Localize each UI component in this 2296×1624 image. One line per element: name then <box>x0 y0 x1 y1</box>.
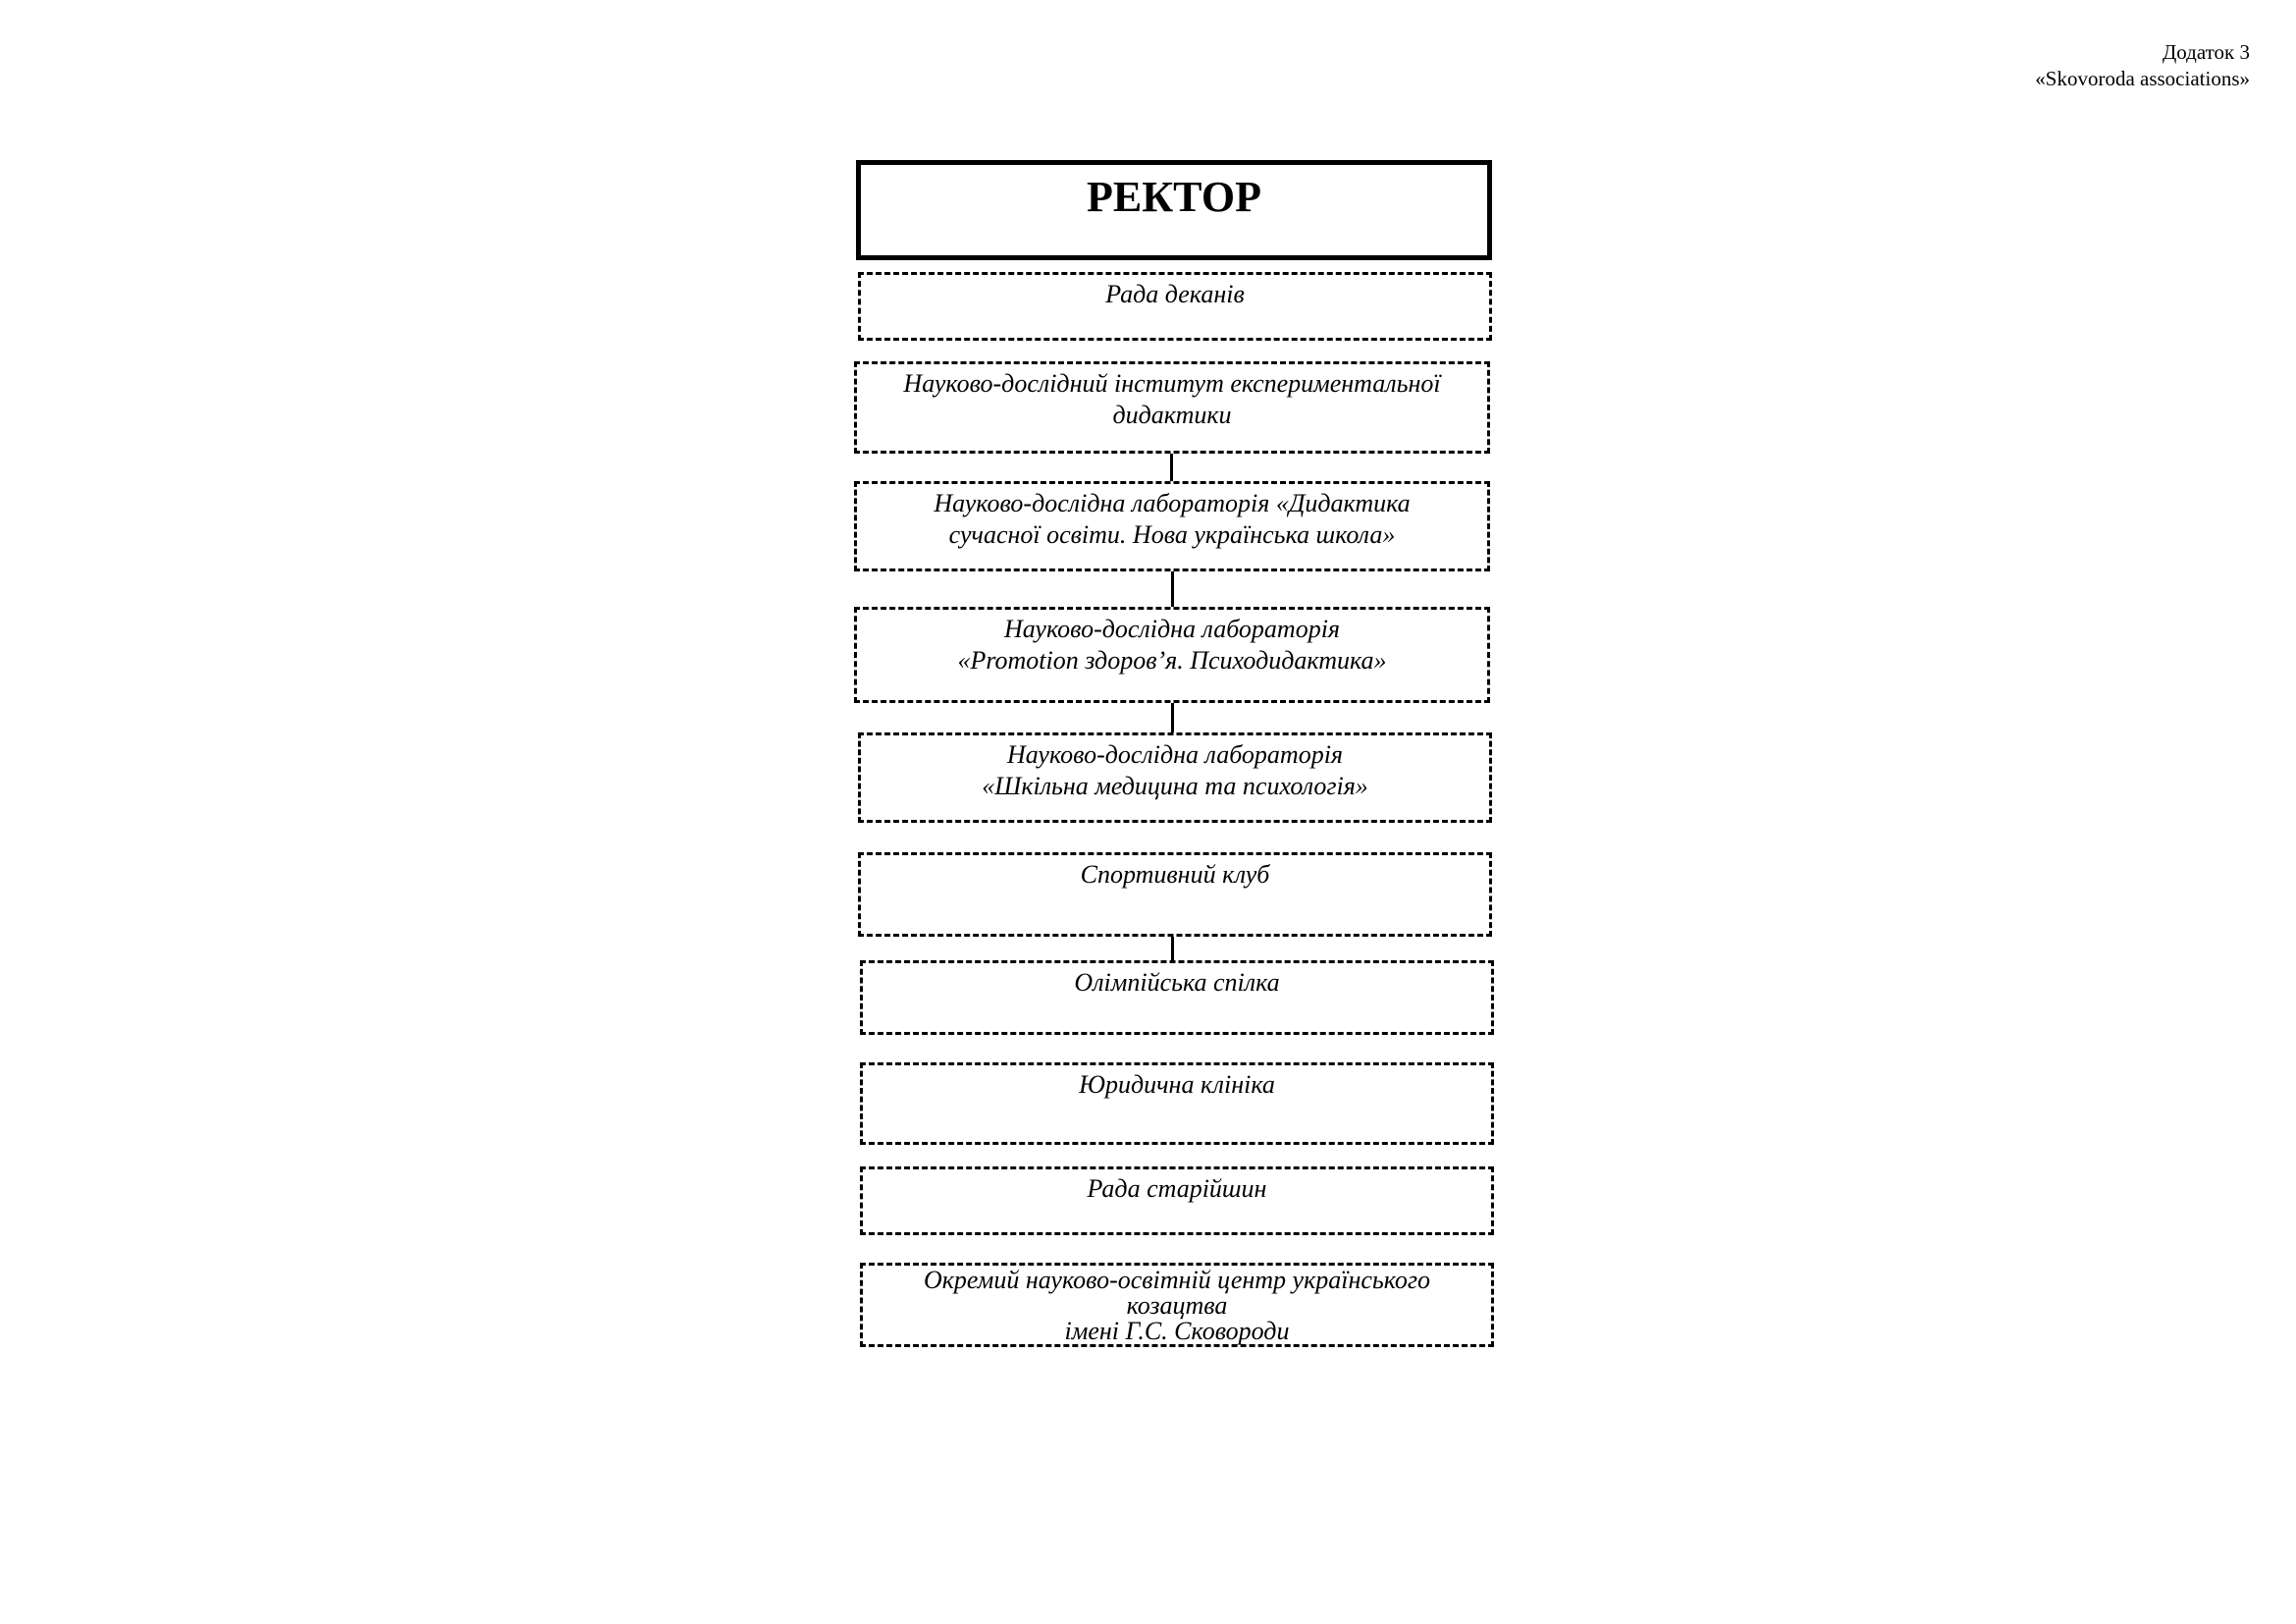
rector-label: РЕКТОР <box>1087 173 1261 221</box>
legal-clinic-box <box>860 1062 1494 1145</box>
appendix-label <box>2035 39 2250 92</box>
unit-label: козацтва <box>1126 1291 1228 1320</box>
unit-label: Науково-дослідна лабораторія <box>1006 740 1344 769</box>
appendix-number: Додаток 3 <box>2162 40 2250 64</box>
health-promotion-lab-box <box>854 607 1490 703</box>
appendix-title: «Skovoroda associations» <box>2035 67 2250 90</box>
sports-club-box <box>858 852 1492 937</box>
unit-label: сучасної освіти. Нова українська школа» <box>948 520 1396 549</box>
modern-education-didactics-lab-box <box>854 481 1490 571</box>
unit-label: Рада деканів <box>1105 280 1245 308</box>
connector-line <box>1170 454 1173 481</box>
rector-box <box>856 160 1492 260</box>
connector-line <box>1171 937 1174 960</box>
unit-label: «Promotion здоров’я. Психодидактика» <box>957 646 1387 675</box>
unit-label: Науково-дослідна лабораторія <box>1003 615 1341 643</box>
cossack-education-center-box <box>860 1263 1494 1347</box>
unit-label: дидактики <box>1112 401 1232 429</box>
unit-label: Юридична клініка <box>1079 1070 1275 1099</box>
unit-label: імені Г.С. Сковороди <box>1064 1317 1290 1345</box>
connector-line <box>1171 571 1174 607</box>
unit-label: Окремий науково-освітній центр українського <box>923 1266 1431 1294</box>
unit-label: Науково-дослідна лабораторія «Дидактика <box>934 489 1411 517</box>
school-medicine-lab-box <box>858 732 1492 823</box>
council-of-deans-box <box>858 272 1492 341</box>
unit-label: Рада старійшин <box>1087 1174 1267 1203</box>
unit-label: Науково-дослідний інститут експериментальної <box>903 369 1441 398</box>
olympic-union-box <box>860 960 1494 1035</box>
unit-label: «Шкільна медицина та психологія» <box>982 772 1368 800</box>
experimental-didactics-institute-box <box>854 361 1490 454</box>
connector-line <box>1171 703 1174 732</box>
unit-label: Олімпійська спілка <box>1074 968 1280 997</box>
unit-label: Спортивний клуб <box>1080 860 1270 889</box>
council-of-elders-box <box>860 1166 1494 1235</box>
